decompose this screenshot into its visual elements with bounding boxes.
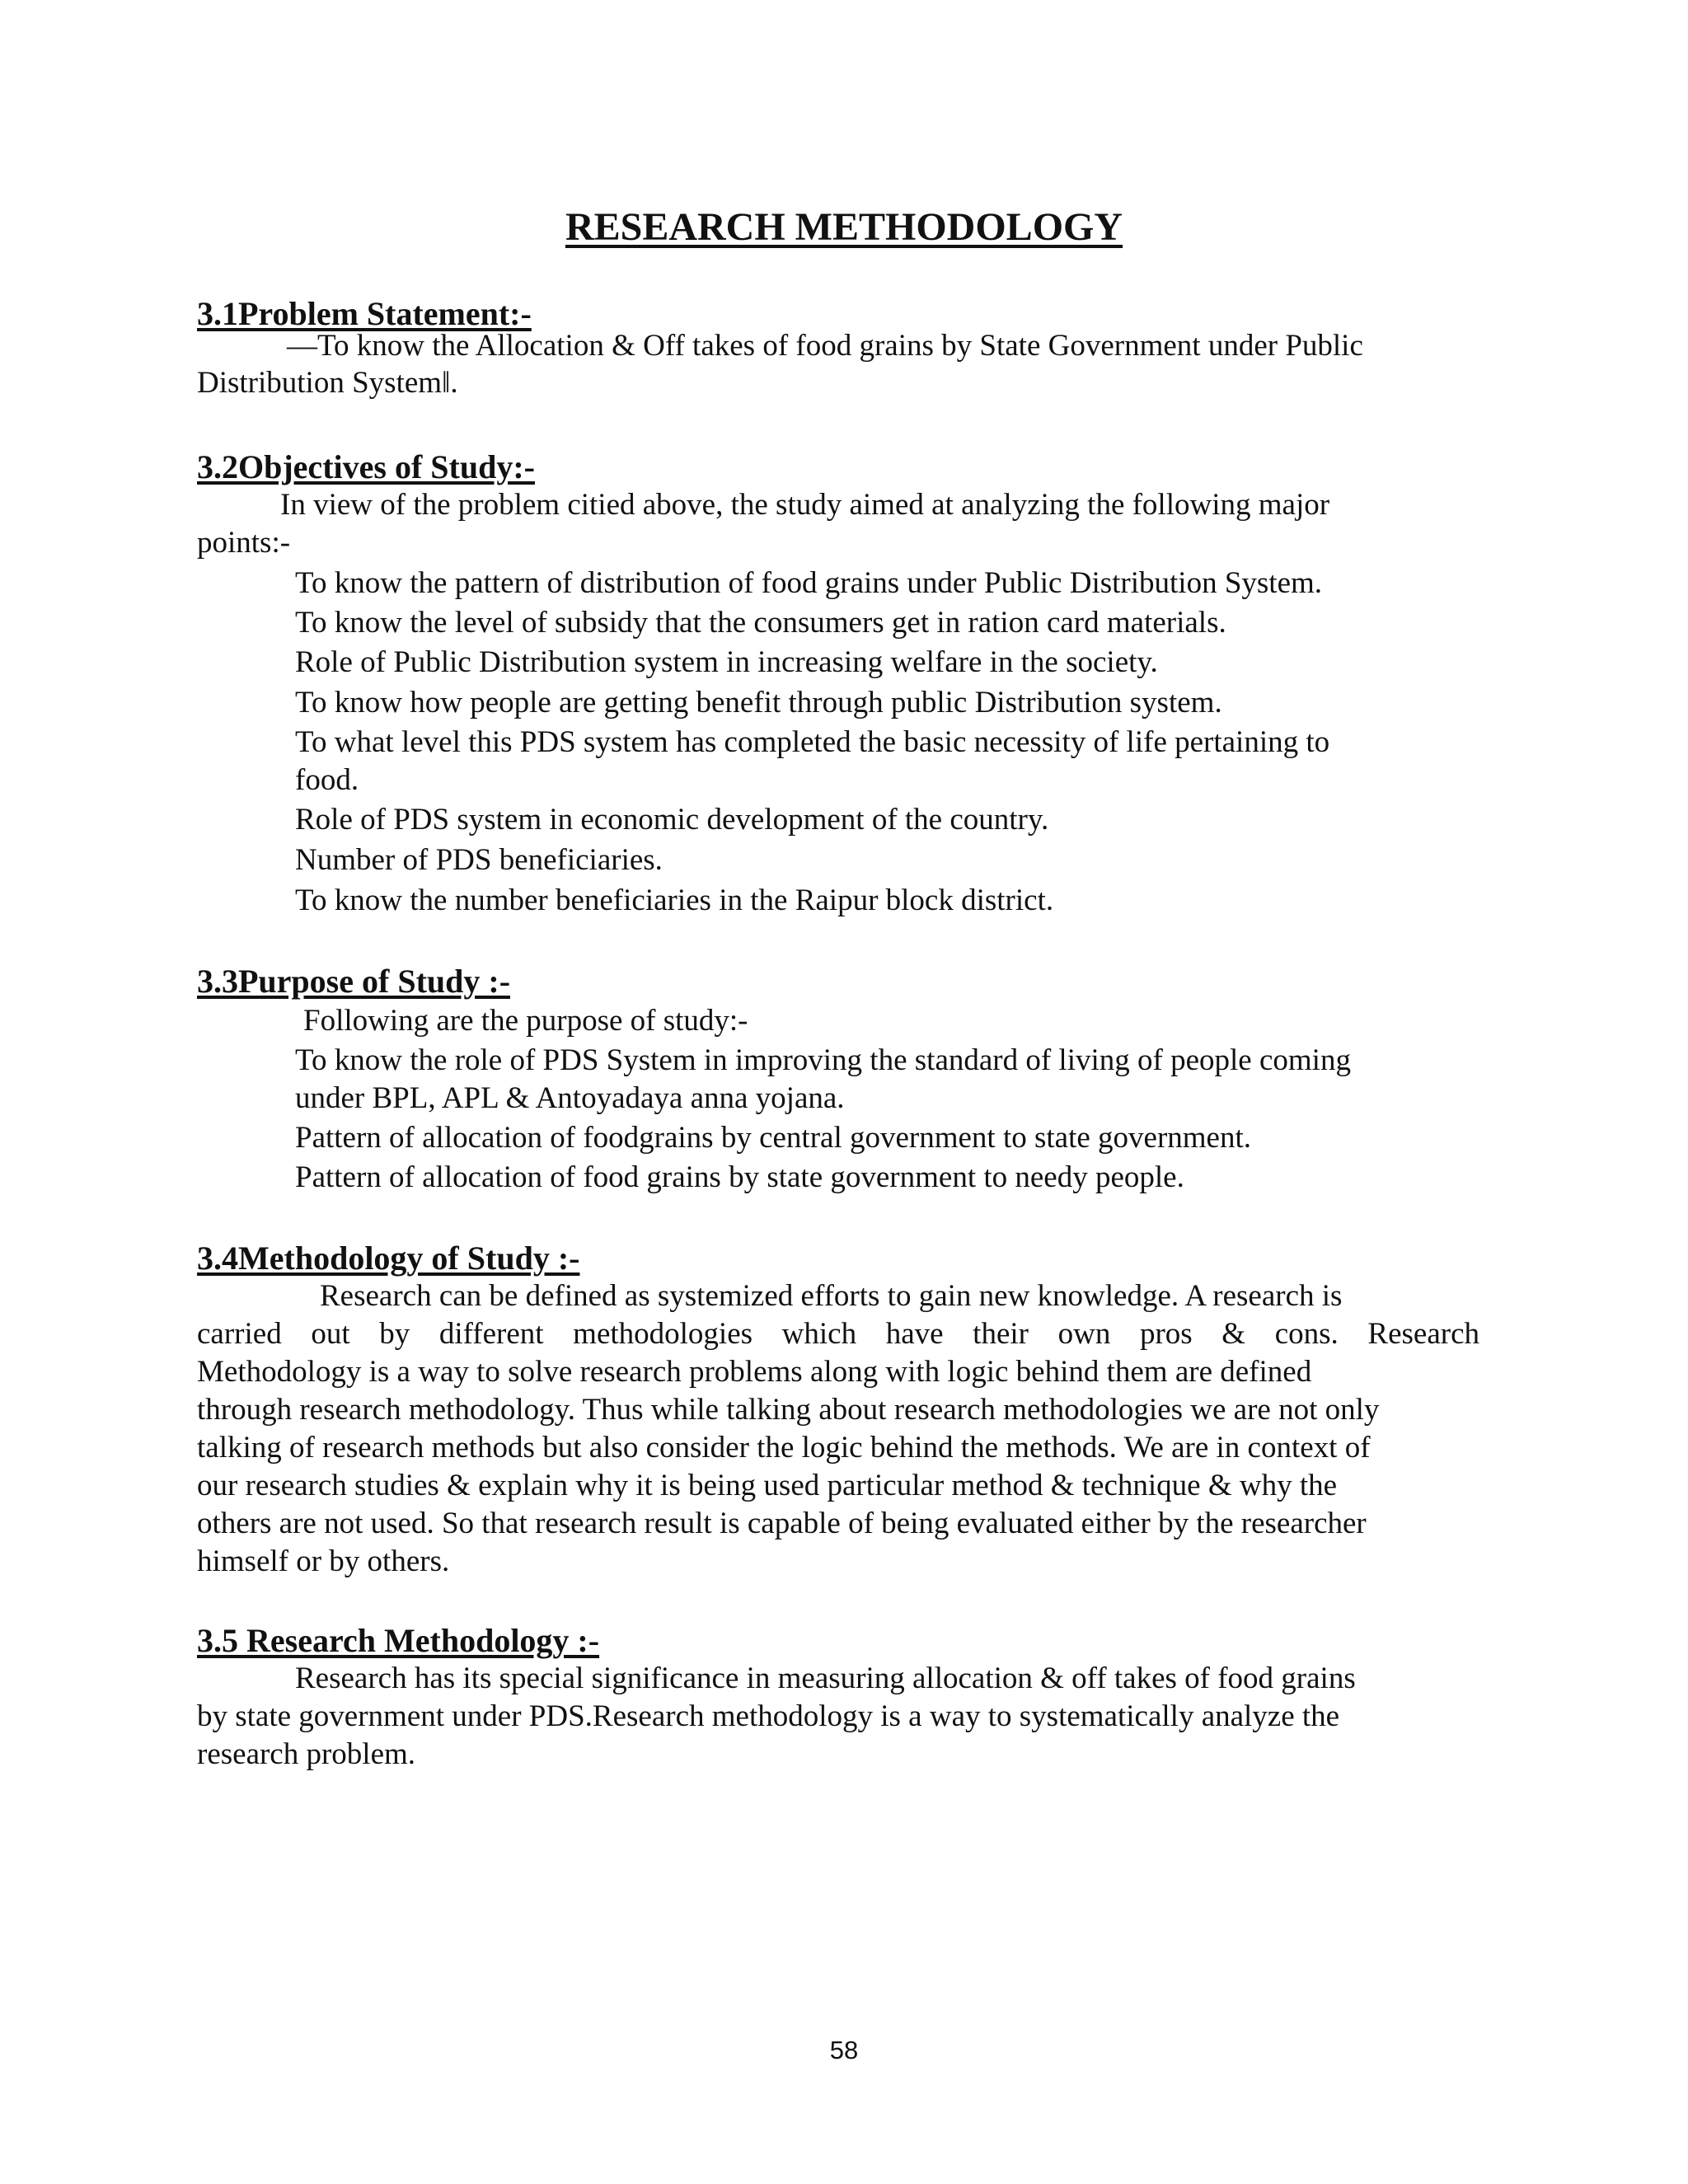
section-heading-research-methodology: 3.5 Research Methodology :- xyxy=(197,1622,600,1659)
text-line: points:- xyxy=(197,526,291,560)
text-line: Distribution System‖. xyxy=(197,366,458,400)
list-item: Role of PDS system in economic development of the country. xyxy=(295,803,1049,837)
text-line: ―To know the Allocation & Off takes of food grains by State Government under Public xyxy=(287,329,1363,363)
text-line: In view of the problem citied above, the study aimed at analyzing the following major xyxy=(280,488,1330,522)
list-item: To know the pattern of distribution of food grains under Public Distribution System. xyxy=(295,566,1323,600)
page-title: RESEARCH METHODOLOGY xyxy=(565,205,1123,249)
text-line: talking of research methods but also consider the logic behind the methods. We are in context of xyxy=(197,1431,1371,1465)
list-item: To know the level of subsidy that the consumers get in ration card materials. xyxy=(295,606,1226,640)
section-heading-methodology-of-study: 3.4Methodology of Study :- xyxy=(197,1240,580,1277)
list-item: Pattern of allocation of foodgrains by central government to state government. xyxy=(295,1121,1252,1155)
text-line: Methodology is a way to solve research problems along with logic behind them are defined xyxy=(197,1355,1312,1389)
text-line: Research has its special significance in measuring allocation & off takes of food grains xyxy=(295,1661,1356,1695)
list-item: To know how people are getting benefit through public Distribution system. xyxy=(295,686,1222,719)
text-line: others are not used. So that research result is capable of being evaluated either by the researcher xyxy=(197,1507,1367,1540)
text-line: Research can be defined as systemized efforts to gain new knowledge. A research is xyxy=(320,1279,1343,1313)
text-line: carried out by different methodologies which have their own pros & cons. Research xyxy=(197,1317,1479,1351)
text-line: Following are the purpose of study:- xyxy=(303,1004,748,1038)
list-item: Role of Public Distribution system in increasing welfare in the society. xyxy=(295,645,1158,679)
list-item: under BPL, APL & Antoyadaya anna yojana. xyxy=(295,1081,845,1115)
text-line: by state government under PDS.Research methodology is a way to systematically analyze the xyxy=(197,1699,1340,1733)
page-number: 58 xyxy=(829,2036,859,2064)
section-heading-purpose: 3.3Purpose of Study :- xyxy=(197,963,511,1000)
text-line: himself or by others. xyxy=(197,1544,450,1578)
list-item: Number of PDS beneficiaries. xyxy=(295,843,663,877)
section-heading-objectives: 3.2Objectives of Study:- xyxy=(197,448,535,485)
text-line: our research studies & explain why it is being used particular method & technique & why the xyxy=(197,1469,1338,1502)
list-item: food. xyxy=(295,763,359,797)
text-line: research problem. xyxy=(197,1737,416,1771)
list-item: Pattern of allocation of food grains by state government to needy people. xyxy=(295,1160,1184,1194)
text-line: through research methodology. Thus while talking about research methodologies we are not only xyxy=(197,1393,1380,1427)
list-item: To know the role of PDS System in improving the standard of living of people coming xyxy=(295,1043,1351,1077)
section-heading-problem-statement: 3.1Problem Statement:- xyxy=(197,295,532,332)
list-item: To what level this PDS system has completed the basic necessity of life pertaining to xyxy=(295,725,1330,759)
list-item: To know the number beneficiaries in the Raipur block district. xyxy=(295,883,1054,917)
